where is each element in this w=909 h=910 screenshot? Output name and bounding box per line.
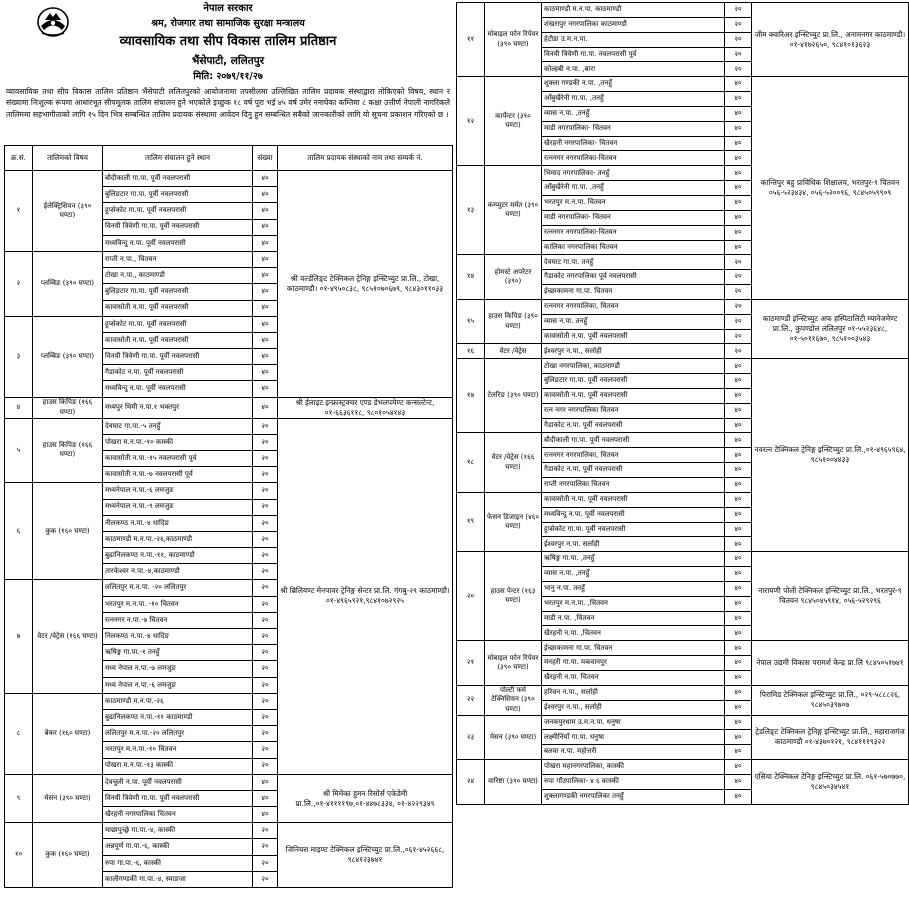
training-place: राप्ती न.पा., चितवन — [103, 251, 253, 267]
participant-count: ४० — [725, 774, 752, 789]
training-place: विनयी त्रिवेणी गा.पा. पूर्वी नवलपरासी — [103, 790, 253, 806]
training-place: काठमाण्डौ म.न.पा.-२६,काठमाण्डौ — [103, 531, 253, 547]
training-provider: पिरामिड टेक्निकल इन्स्टिच्युट प्रा.लि., ०२९-५८८८२६, ९८४५०३९७०७ — [752, 685, 909, 715]
training-place: माछापुच्छ्रे गा.पा.-४, कास्की — [103, 823, 253, 839]
training-place: भरतपुर म.न.पा. चितवन — [542, 195, 725, 210]
training-place: भरतपुर म.न.पा.-१० चितवन — [103, 742, 253, 758]
training-place: मध्यविन्दु न.पा. पूर्वी नवलपरासी — [103, 235, 253, 251]
participant-count: ४० — [725, 388, 752, 403]
training-place: बुलिङटार गा.पा. पूर्वी नवलपरासी — [103, 187, 253, 203]
participant-count: २० — [253, 693, 278, 709]
training-place: शुक्लागण्डकी नगरपालिका तनहुँ — [542, 789, 725, 804]
column-header-count: संख्या — [253, 146, 278, 171]
table-header-row — [5, 146, 453, 171]
training-subject: वेटर /वेट्रेस — [485, 344, 542, 359]
participant-count: ४० — [725, 685, 752, 700]
training-place: आँबुखैरेनी गा.पा. ,तनहुँ — [542, 92, 725, 107]
participant-count: ४० — [725, 374, 752, 389]
training-subject: वेटर /वेट्रेस (१६६ घण्टा) — [33, 580, 103, 693]
participant-count: ४० — [253, 235, 278, 251]
training-place: अन्नपूर्ण गा.पा.-६, कास्की — [103, 839, 253, 855]
participant-count: २० — [253, 645, 278, 661]
intro-paragraph: व्यावसायिक तथा सीप विकास तालिम प्रतिष्ठान भैंसेपाटी ललितपुरको आयोजनामा तपसीलमा उल्लिखित तालिम प्रदायक संस्थाद्वारा तोकिएको विषय, स्थान र संख्यामा निःशुल्क रूपमा आधारभूत सीपमूलक तालिम संचालन हुने भएकोले इच्छुक १८ वर्ष पूरा भई ४५ वर्ष उमेर ननाघेका कम्तिमा ८ कक्षा उत्तीर्ण नेपाली नागरिकले तालिममा सहभागीताको लागि १५ दिन भित्र सम्बन्धित तालिम प्रदायक संस्थामा आवेदन दिनु हुन सम्बन्धित सबैको जानकारीको लागि यो सूचना प्रकाशन गरिएको छ । — [6, 87, 450, 119]
training-place: खैरहनी नगरपालिका चितवन — [103, 807, 253, 823]
participant-count: २० — [725, 62, 752, 77]
training-place: व्यास न.पा. ,तनहुँ — [542, 106, 725, 121]
participant-count: ४० — [253, 251, 278, 267]
training-provider: जीम क्वारिअर इन्स्टिच्युट प्रा.लि., अनामनगर काठमाण्डौ। ०१-४१७२६५०, ९८४१०१३६२३ — [752, 3, 909, 77]
participant-count: ४० — [725, 403, 752, 418]
participant-count: ४० — [725, 760, 752, 775]
serial-number: २० — [457, 552, 485, 641]
training-place: ललितपुर म.न.पा. -२० ललितपुर — [103, 580, 253, 596]
participant-count: ४० — [725, 210, 752, 225]
participant-count: २० — [725, 17, 752, 32]
participant-count: २० — [253, 596, 278, 612]
participant-count: ४० — [253, 284, 278, 300]
participant-count: २० — [253, 758, 278, 774]
participant-count: ४० — [725, 492, 752, 507]
serial-number: २१ — [457, 641, 485, 686]
serial-number: २३ — [457, 715, 485, 760]
training-place: हरिवन न.पा., सर्लाही — [542, 685, 725, 700]
participant-count: ४० — [725, 166, 752, 181]
training-place: टोखा न.पा., काठमाण्डौ — [103, 268, 253, 284]
training-place: कावासोती न.पा. पूर्वी नवलपरासी — [542, 388, 725, 403]
training-subject: होमस्टे अपरेटर (३९०) — [485, 255, 542, 300]
serial-number: ४ — [5, 397, 33, 418]
training-subject: कुक (१६० घण्टा) — [33, 823, 103, 888]
participant-count: ४० — [725, 641, 752, 656]
participant-count: २० — [725, 270, 752, 285]
serial-number: १३ — [457, 166, 485, 255]
participant-count: २० — [725, 285, 752, 300]
training-place: गैडाकोट न.पा. पूर्वी नवलपरासी — [542, 463, 725, 478]
training-provider: ट्रेडलिङ्ट टेक्निकल ट्रेनिङ्ग इन्स्टिच्युट प्रा.लि., महाराजगंज काठमाण्डौ ०१-४३७०१२१, ९८४१११९३२२ — [752, 715, 909, 760]
participant-count: ४० — [725, 507, 752, 522]
training-place: कावासोती न.पा. पूर्वी नवलपरासी — [103, 300, 253, 316]
column-header-subject: तालिमको विषय — [33, 146, 103, 171]
training-place: जनकपुरधाम उ.म.न.पा. धनुषा — [542, 715, 725, 730]
training-place: कोल्हबी न.पा. ,बारा — [542, 62, 725, 77]
participant-count: ४० — [725, 359, 752, 374]
participant-count: २० — [253, 726, 278, 742]
serial-number: १८ — [457, 433, 485, 492]
training-place: आँबुखैरेनी गा.पा. ,तनहुँ — [542, 181, 725, 196]
participant-count: २० — [253, 515, 278, 531]
training-place: विनयी त्रिवेणी गा.पा. नवलपरासी पूर्व — [542, 47, 725, 62]
training-place: रत्न नगर नगरपालिका चितवन — [542, 403, 725, 418]
training-subject: कम्प्युटर मर्मत (३९० घण्टा) — [485, 166, 542, 255]
training-subject: हाउस किपिङ (१६६ घण्टा) — [33, 397, 103, 418]
training-place: काठमाण्डौ म.न.पा. काठमाण्डौ — [542, 3, 725, 18]
participant-count: २० — [725, 314, 752, 329]
table-row — [5, 774, 453, 790]
column-header-place: तालिम संचालन हुने स्थान — [103, 146, 253, 171]
participant-count: ४० — [725, 537, 752, 552]
training-provider: श्री मिमेका हुमन रिसोर्स एकेडेमी प्रा.लि.,०१-४११११९७,०१-४४७८३३४, ०१-४२२९३४९ — [278, 774, 453, 823]
serial-number: २ — [5, 251, 33, 316]
participant-count: ४० — [725, 195, 752, 210]
training-provider: जिनियस माइण्ट टेक्निकल इन्स्टिच्युट प्रा.लि.,०६१-४५२६६८, ९८४१२३७४१ — [278, 823, 453, 888]
participant-count: ४० — [725, 552, 752, 567]
participant-count: २० — [253, 677, 278, 693]
training-provider: काठमाण्डौं इन्स्टिच्युट अफ हस्पिटालिटी म्यानेजमेण्ट प्रा.लि., कुपण्डोल ललितपुर ०१-५५२३६४८, ०१-५०११६७०, ९८५१००३५४३ — [752, 299, 909, 358]
training-provider: नेपाल उद्यमी विकास परामर्श केन्द्र प्रा.लि ९८४५०५१७४१ — [752, 641, 909, 686]
participant-count: ४० — [725, 700, 752, 715]
table-row — [457, 77, 909, 92]
training-place: नीलकण्ठ न.पा.-४ धादिङ — [103, 515, 253, 531]
participant-count: २० — [253, 580, 278, 596]
participant-count: २० — [253, 612, 278, 628]
participant-count: ४० — [253, 381, 278, 397]
participant-count: ४० — [725, 522, 752, 537]
participant-count: २० — [725, 255, 752, 270]
participant-count: ४० — [253, 300, 278, 316]
training-place: मध्यपुर थिमी न.पा.१ भक्तपुर — [103, 397, 253, 418]
training-provider: श्री ईलाइट इन्फ्रास्ट्रक्चर एण्ड डेभलपमेण्ट कन्सल्टेन्ट, ०१-६६३६११८, ९८०१०५४१४३ — [278, 397, 453, 418]
participant-count: २० — [725, 344, 752, 359]
training-place: हुप्सेकोट गा.पा. पूर्वी नवलपरासी — [542, 522, 725, 537]
serial-number: ५ — [5, 418, 33, 483]
training-place: हेटौडा उ.म.न.पा. — [542, 32, 725, 47]
training-place: कावासोती न.पा.-७ नवलपरासी पूर्व — [103, 467, 253, 483]
participant-count: ४० — [253, 349, 278, 365]
training-subject: हाउस किपिङ (३९० घण्टा) — [485, 299, 542, 344]
participant-count: ४० — [725, 611, 752, 626]
serial-number: २२ — [457, 685, 485, 715]
training-place: बुलिङटार गा.पा. पूर्वी नवलपरासी — [542, 374, 725, 389]
training-place: विनयी त्रिवेणी गा.पा. पूर्वी नवलपरासी — [103, 349, 253, 365]
serial-number: ११ — [457, 3, 485, 77]
participant-count: २० — [253, 709, 278, 725]
training-place: माडी नगरपालिका- चितवन — [542, 121, 725, 136]
participant-count: ४० — [725, 581, 752, 596]
participant-count: ४० — [253, 219, 278, 235]
participant-count: ४० — [253, 774, 278, 790]
participant-count: ४० — [725, 745, 752, 760]
table-row — [457, 552, 909, 567]
training-provider: नवरत्न टेक्निकल ट्रेनिङ्ग इन्स्टिच्युट प्रा.लि.,०१-४९६५९६४, ९८५१००४४३३ — [752, 359, 909, 552]
serial-number: १७ — [457, 359, 485, 433]
participant-count: ४० — [725, 92, 752, 107]
training-place: हुप्सेकोट गा.पा. पूर्वी नवलपरासी — [103, 203, 253, 219]
participant-count: ४० — [253, 203, 278, 219]
notice-header — [4, 0, 452, 84]
training-subject: कार्पेन्टर (३९० घण्टा) — [485, 77, 542, 166]
participant-count: २० — [253, 661, 278, 677]
training-place: मध्य नेपाल न.पा.-७ लमजुङ — [103, 661, 253, 677]
participant-count: ४० — [253, 332, 278, 348]
participant-count: ४० — [725, 136, 752, 151]
training-place: विनयी त्रिवेणी गा.पा. पूर्वी नवलपरासी — [103, 219, 253, 235]
training-subject: मोबाइल फोन रिपेयर (३९० घण्टा) — [485, 641, 542, 686]
training-place: व्यास न.पा. तनहुँ — [542, 314, 725, 329]
table-row — [457, 299, 909, 314]
participant-count: ४० — [253, 171, 278, 187]
training-place: ऋषिङ्ग गा.पा.-१ तनहुँ — [103, 645, 253, 661]
participant-count: २० — [253, 467, 278, 483]
column-header-provider: तालिम प्रदायक संस्थाको नाम तथा सम्पर्क नं. — [278, 146, 453, 171]
training-subject: पोल्टी फर्म टेक्निसियन (३९० घण्टा) — [485, 685, 542, 715]
training-place: कावासोती न.पा. पूर्वी नवलपरासी — [542, 492, 725, 507]
table-row — [457, 760, 909, 775]
participant-count: २० — [253, 564, 278, 580]
training-subject: मेसन (३९० घण्टा) — [485, 715, 542, 760]
training-provider: श्री वर्ल्डलिङ्ट टेक्निकल ट्रेनिङ्ग इन्स्टिच्युट प्रा.लि., टोखा, काठमाण्डौ। ०१-४९५०८३८, ९८५१०७०६७९, ९८४३०११०३३ — [278, 171, 453, 398]
training-place: रत्ननगर नगरपालिका-चितवन — [542, 151, 725, 166]
training-subject: कुक (१६० घण्टा) — [33, 483, 103, 580]
participant-count: ४० — [725, 151, 752, 166]
serial-number: ९ — [5, 774, 33, 823]
training-subject: हाउस पेन्टर (१६३ घण्टा) — [485, 552, 542, 641]
training-place: कावासोती न.पा. पूर्वी नवलपरासी — [103, 332, 253, 348]
training-place: कावासोती न.पा.-१५ नवलपरासी पूर्व — [103, 450, 253, 466]
serial-number: १४ — [457, 255, 485, 300]
participant-count: ४० — [725, 181, 752, 196]
participant-count: २० — [253, 450, 278, 466]
participant-count: ४० — [253, 790, 278, 806]
participant-count: २० — [253, 871, 278, 887]
left-column — [4, 0, 452, 910]
training-provider: कान्तिपुर बहु प्राविधिक शिक्षालय, भरतपुर-९ चितवन ०५६-५२३४३४, ०५६-५२००९६, ९८४५०५९९०९ — [752, 77, 909, 300]
training-place: रत्ननगर नगरपालिका, चितवन — [542, 299, 725, 314]
training-place: ईच्छाकामना गा.पा. चितवन — [542, 285, 725, 300]
training-place: रुपा गा.पा.-६, कास्की — [103, 855, 253, 871]
participant-count: २० — [253, 855, 278, 871]
training-subject: मोबाइल फोन रिपेयर (३९० घण्टा) — [485, 3, 542, 77]
participant-count: २० — [725, 329, 752, 344]
training-place: रत्ननगर नगरपालिका, चितवन — [542, 448, 725, 463]
training-place: ललितपुर म.न.पा.-२० ललितपुर — [103, 726, 253, 742]
training-place: बौदीकाली गा.पा. पूर्वी नवलपरासी — [103, 171, 253, 187]
participant-count: २० — [253, 418, 278, 434]
training-place: माडी न.पा. ,चितवन — [542, 611, 725, 626]
training-place: मध्यनेपाल न.पा.-९ लमजुङ — [103, 499, 253, 515]
training-place: हुप्सेकोट गा.पा. पूर्वी नवलपरासी — [103, 316, 253, 332]
participant-count: ४० — [725, 478, 752, 493]
participant-count: ४० — [725, 121, 752, 136]
training-place: ईच्छाकामना गा.पा. चितवन — [542, 641, 725, 656]
column-header-sn: क्र.सं. — [5, 146, 33, 171]
training-place: बुढानिलकण्ठ न.पा.-११ काठमाण्डौ — [103, 709, 253, 725]
participant-count: ४० — [253, 397, 278, 418]
training-place: तारकेश्वर न.पा.-४,काठमाण्डौ — [103, 564, 253, 580]
participant-count: ४० — [725, 106, 752, 121]
participant-count: ४० — [253, 365, 278, 381]
notice-date: मिति: २०७९/११/२७ — [193, 71, 263, 82]
participant-count: ४० — [253, 316, 278, 332]
participant-count: ४० — [725, 463, 752, 478]
training-place: शंखरापुर नगरपालिका काठमाण्डौ — [542, 17, 725, 32]
training-place: भरतपुर म.न.पा. -१० चितवन — [103, 596, 253, 612]
training-place: मध्यविन्दु न.पा. पूर्वी नवलपरासी — [103, 381, 253, 397]
training-place: माडी नगरपालिका- चितवन — [542, 210, 725, 225]
training-place: काठमाण्डौ म.न.पा.-२६ — [103, 693, 253, 709]
training-subject: फेसन डिजाइन (४६० घण्टा) — [485, 492, 542, 551]
ministry-title: श्रम, रोजगार तथा सामाजिक सुरक्षा मन्त्रालय — [151, 18, 305, 29]
training-place: बुढानिलकण्ठ न.पा.-११, काठमाण्डौ — [103, 548, 253, 564]
training-place: मध्यविन्दु न.पा. पूर्वी नवलपरासी — [542, 507, 725, 522]
gov-title: नेपाल सरकार — [203, 3, 253, 14]
table-row — [457, 715, 909, 730]
participant-count: २० — [253, 483, 278, 499]
table-row — [5, 823, 453, 839]
participant-count: २० — [253, 434, 278, 450]
participant-count: २० — [725, 299, 752, 314]
training-place: पोखरा म.न.पा.-१० कास्की — [103, 434, 253, 450]
training-place: बौदीकाली गा.पा. पूर्वी नवलपरासी — [542, 433, 725, 448]
participant-count: २० — [725, 3, 752, 18]
training-subject: प्लम्बिङ (३९० घण्टा) — [33, 251, 103, 316]
training-place: देवचुली न.पा. पूर्वी नवलपरासी — [103, 774, 253, 790]
training-place: भानु न.पा. तनहुँ — [542, 581, 725, 596]
participant-count: ४० — [725, 448, 752, 463]
org-address: भैंसेपाटी, ललितपुर — [191, 55, 265, 67]
serial-number: ३ — [5, 316, 33, 397]
training-place: भरतपुर म.न.पा. ,चितवन — [542, 596, 725, 611]
training-place: शुक्ला गण्डकी न.पा. ,तनहुँ — [542, 77, 725, 92]
training-place: गैडाकोट न.पा. पूर्वी नवलपरासी — [542, 418, 725, 433]
table-row — [457, 3, 909, 18]
training-place: गैडाकोट नगरपालिका पूर्व नवलपरासी — [542, 270, 725, 285]
training-subject: ईलेक्ट्रिसियन (३९० घण्टा) — [33, 171, 103, 252]
training-place: पोखरा महानगरपालिका, कास्की — [542, 760, 725, 775]
serial-number: १५ — [457, 299, 485, 344]
participant-count: २० — [253, 823, 278, 839]
training-place: राप्ती नगरपालिका चितवन — [542, 478, 725, 493]
training-place: मनहरी गा.पा. मकवानपुर — [542, 656, 725, 671]
training-place: मध्यनेपाल न.पा.-६ लमजुङ — [103, 483, 253, 499]
training-place: देवघाट गा.पा.-५ तनहुँ — [103, 418, 253, 434]
participant-count: २० — [253, 839, 278, 855]
training-place: रुपा गाँउपालिका- ४ ६ कास्की — [542, 774, 725, 789]
serial-number: ७ — [5, 580, 33, 693]
table-row — [457, 641, 909, 656]
training-place: देवघाट गा.पा. तनहुँ — [542, 255, 725, 270]
training-place: ऋषिङ्ग गा.पा. ,तनहुँ — [542, 552, 725, 567]
training-place: बुलिङटार गा.पा. पूर्वी नवलपरासी — [103, 284, 253, 300]
participant-count: २० — [725, 47, 752, 62]
table-row — [5, 397, 453, 418]
training-provider: एसिया टेक्निकल टेनिङ्ग इन्स्टिच्युट प्रा.लि. ०६१-५७०७७०, ९८४५०३४५४१ — [752, 760, 909, 805]
serial-number: १६ — [457, 344, 485, 359]
training-place: खैरहनी न.पा. ,चितवन — [542, 626, 725, 641]
participant-count: ४० — [253, 187, 278, 203]
participant-count: ४० — [725, 596, 752, 611]
training-provider: श्री ब्रिलियण्ट मेनपावर ट्रेनिङ्ग सेन्टर प्रा.लि. गंगबु-२९ काठमाण्डौ। ०१-४९६५९२१,९८४१०७२९२५ — [278, 418, 453, 774]
training-place: कावासोती न.पा. पूर्वी नवलपरासी — [542, 329, 725, 344]
training-place: ईश्वरपुर न.पा., सर्लाही — [542, 344, 725, 359]
training-place: बलवा न.पा. महोत्तरी — [542, 745, 725, 760]
participant-count: २० — [253, 499, 278, 515]
serial-number: १० — [5, 823, 33, 888]
training-place: कालिका नगरपालिका चितवन — [542, 240, 725, 255]
training-place: रत्ननगर नगरपालिका-चितवन — [542, 225, 725, 240]
table-row — [5, 418, 453, 434]
training-place: ईश्वरपुर न.पा., सर्लाही — [542, 700, 725, 715]
participant-count: ४० — [725, 789, 752, 804]
participant-count: ४० — [725, 433, 752, 448]
serial-number: २४ — [457, 760, 485, 805]
training-subject: वारिष्टा (३९० घण्टा) — [485, 760, 542, 805]
serial-number: ६ — [5, 483, 33, 580]
participant-count: ४० — [725, 240, 752, 255]
participant-count: २० — [253, 742, 278, 758]
table-row — [457, 359, 909, 374]
participant-count: ४० — [725, 225, 752, 240]
participant-count: ४० — [725, 418, 752, 433]
training-place: निलकण्ठ न.पा.-४ धादिङ — [103, 629, 253, 645]
participant-count: ४० — [725, 567, 752, 582]
training-place: पोखरा म.न.पा.-१३ कास्की — [103, 758, 253, 774]
training-place: ईश्वरपुर न.पा. सर्लाही — [542, 537, 725, 552]
participant-count: ४० — [725, 670, 752, 685]
training-table-left — [4, 145, 453, 888]
participant-count: ४० — [725, 626, 752, 641]
training-subject: टेलरिङ (३९० घण्टा) — [485, 359, 542, 433]
participant-count: ४० — [725, 77, 752, 92]
training-place: भिमाद नगरपालिका- तनहुँ — [542, 166, 725, 181]
serial-number: १२ — [457, 77, 485, 166]
training-place: टोखा नगरपालिका, काठमाण्डौ — [542, 359, 725, 374]
training-place: व्यास न.पा. ,तनहुँ — [542, 567, 725, 582]
training-table-right — [456, 2, 909, 805]
training-place: मध्य नेपाल न.पा.-६ लमजुङ — [103, 677, 253, 693]
training-place: कालीगण्डकी गा.पा.-४, स्याङजा — [103, 871, 253, 887]
training-place: खैरहनी नगरपालिका- चितवन — [542, 136, 725, 151]
participant-count: ४० — [725, 656, 752, 671]
training-provider: नारायणी पोली टेक्निकल इन्स्टिच्युट प्रा.लि., भरतपुर-९ चितवन ९८४५०४५९१४, ०५६-५२९२९६ — [752, 552, 909, 641]
training-place: खैरहनी न.पा. चितवन — [542, 670, 725, 685]
training-subject: प्लम्बिङ (३९० घण्टा) — [33, 316, 103, 397]
training-subject: मेसन (३९० घण्टा) — [33, 774, 103, 823]
table-row — [5, 171, 453, 187]
training-subject: हाउस किपिङ (१६६ घण्टा) — [33, 418, 103, 483]
training-place: रत्ननगर न.पा.-७ चितवन — [103, 612, 253, 628]
serial-number: १ — [5, 171, 33, 252]
participant-count: ४० — [253, 807, 278, 823]
training-place: लक्ष्मीनियाँ गा.पा. धनुषा — [542, 730, 725, 745]
right-column — [456, 2, 908, 910]
training-subject: बेकर (१६० घण्टा) — [33, 693, 103, 774]
participant-count: २० — [253, 548, 278, 564]
participant-count: ४० — [253, 268, 278, 284]
org-title: व्यावसायिक तथा सीप विकास तालिम प्रतिष्ठान — [119, 34, 337, 49]
serial-number: ८ — [5, 693, 33, 774]
training-subject: वेटर /वेट्रेस (१६६ घण्टा) — [485, 433, 542, 492]
table-row — [457, 685, 909, 700]
serial-number: १९ — [457, 492, 485, 551]
participant-count: २० — [253, 629, 278, 645]
participant-count: २० — [725, 32, 752, 47]
participant-count: २० — [253, 531, 278, 547]
participant-count: ४० — [725, 715, 752, 730]
participant-count: ४० — [725, 730, 752, 745]
training-place: गैडाकोट न.पा. पूर्वी नवलपरासी — [103, 365, 253, 381]
